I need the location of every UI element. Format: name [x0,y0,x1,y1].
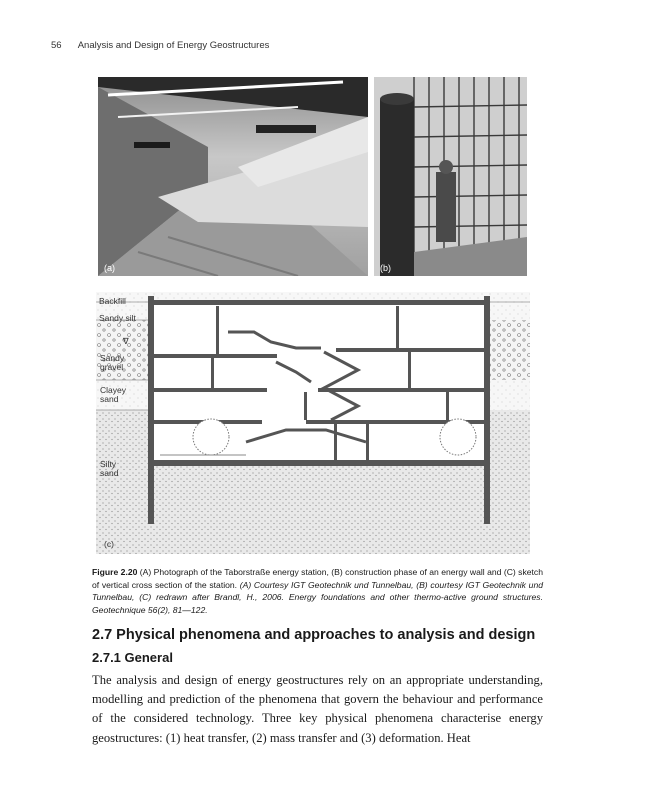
cross-section-drawing [96,292,530,554]
label-sandy-gravel: Sandy gravel [100,353,125,372]
caption-text: (A) Photograph of the Taborstraße energy station, (B) construction phase of an energy wall and (C) sketch of vertical cross section of the station. [92,567,543,590]
page-number: 56 [51,40,62,51]
construction-photo-drawing [374,77,527,276]
station-cross-section-sketch [96,292,530,554]
photo-energy-wall-construction [374,77,527,276]
water-table-icon: ∇ [123,336,129,346]
body-paragraph: The analysis and design of energy geostructures rely on an appropriate understanding, modelling and prediction of the phenomena that govern the behaviour and performance of the considered technology. Three key physical phenomena characterise energy geostructures: (1) heat transfer, (2) mass transfer and (3) deformation. Heat [92,673,543,745]
panel-b-label: (b) [380,263,391,273]
subsection-heading: 2.7.1 General [92,650,173,665]
panel-c-label: (c) [104,539,114,549]
label-silty-sand: Silty sand [100,459,119,478]
caption-credit: (A) Courtesy IGT Geotechnik und Tunnelbau, (B) courtesy IGT Geotechnik und Tunnelbau, (C) redrawn after Brandl, H., 2006. Energy foundations and other thermo-active ground structures. Geotechnique 56(2), 81—122. [92,579,543,615]
photo-taborstrasse-station [98,77,368,276]
running-head [51,40,269,51]
label-sandy-silt: Sandy silt [99,313,136,323]
running-head-title: Analysis and Design of Energy Geostructures [77,40,270,51]
section-heading: 2.7 Physical phenomena and approaches to analysis and design [92,627,536,643]
panel-a-label: (a) [104,263,115,273]
label-backfill: Backfill [99,296,126,306]
station-photo-drawing [98,77,368,276]
label-clayey-sand: Clayey sand [100,385,126,404]
figure-caption [92,566,543,616]
figure-number: Figure 2.20 [92,567,138,577]
